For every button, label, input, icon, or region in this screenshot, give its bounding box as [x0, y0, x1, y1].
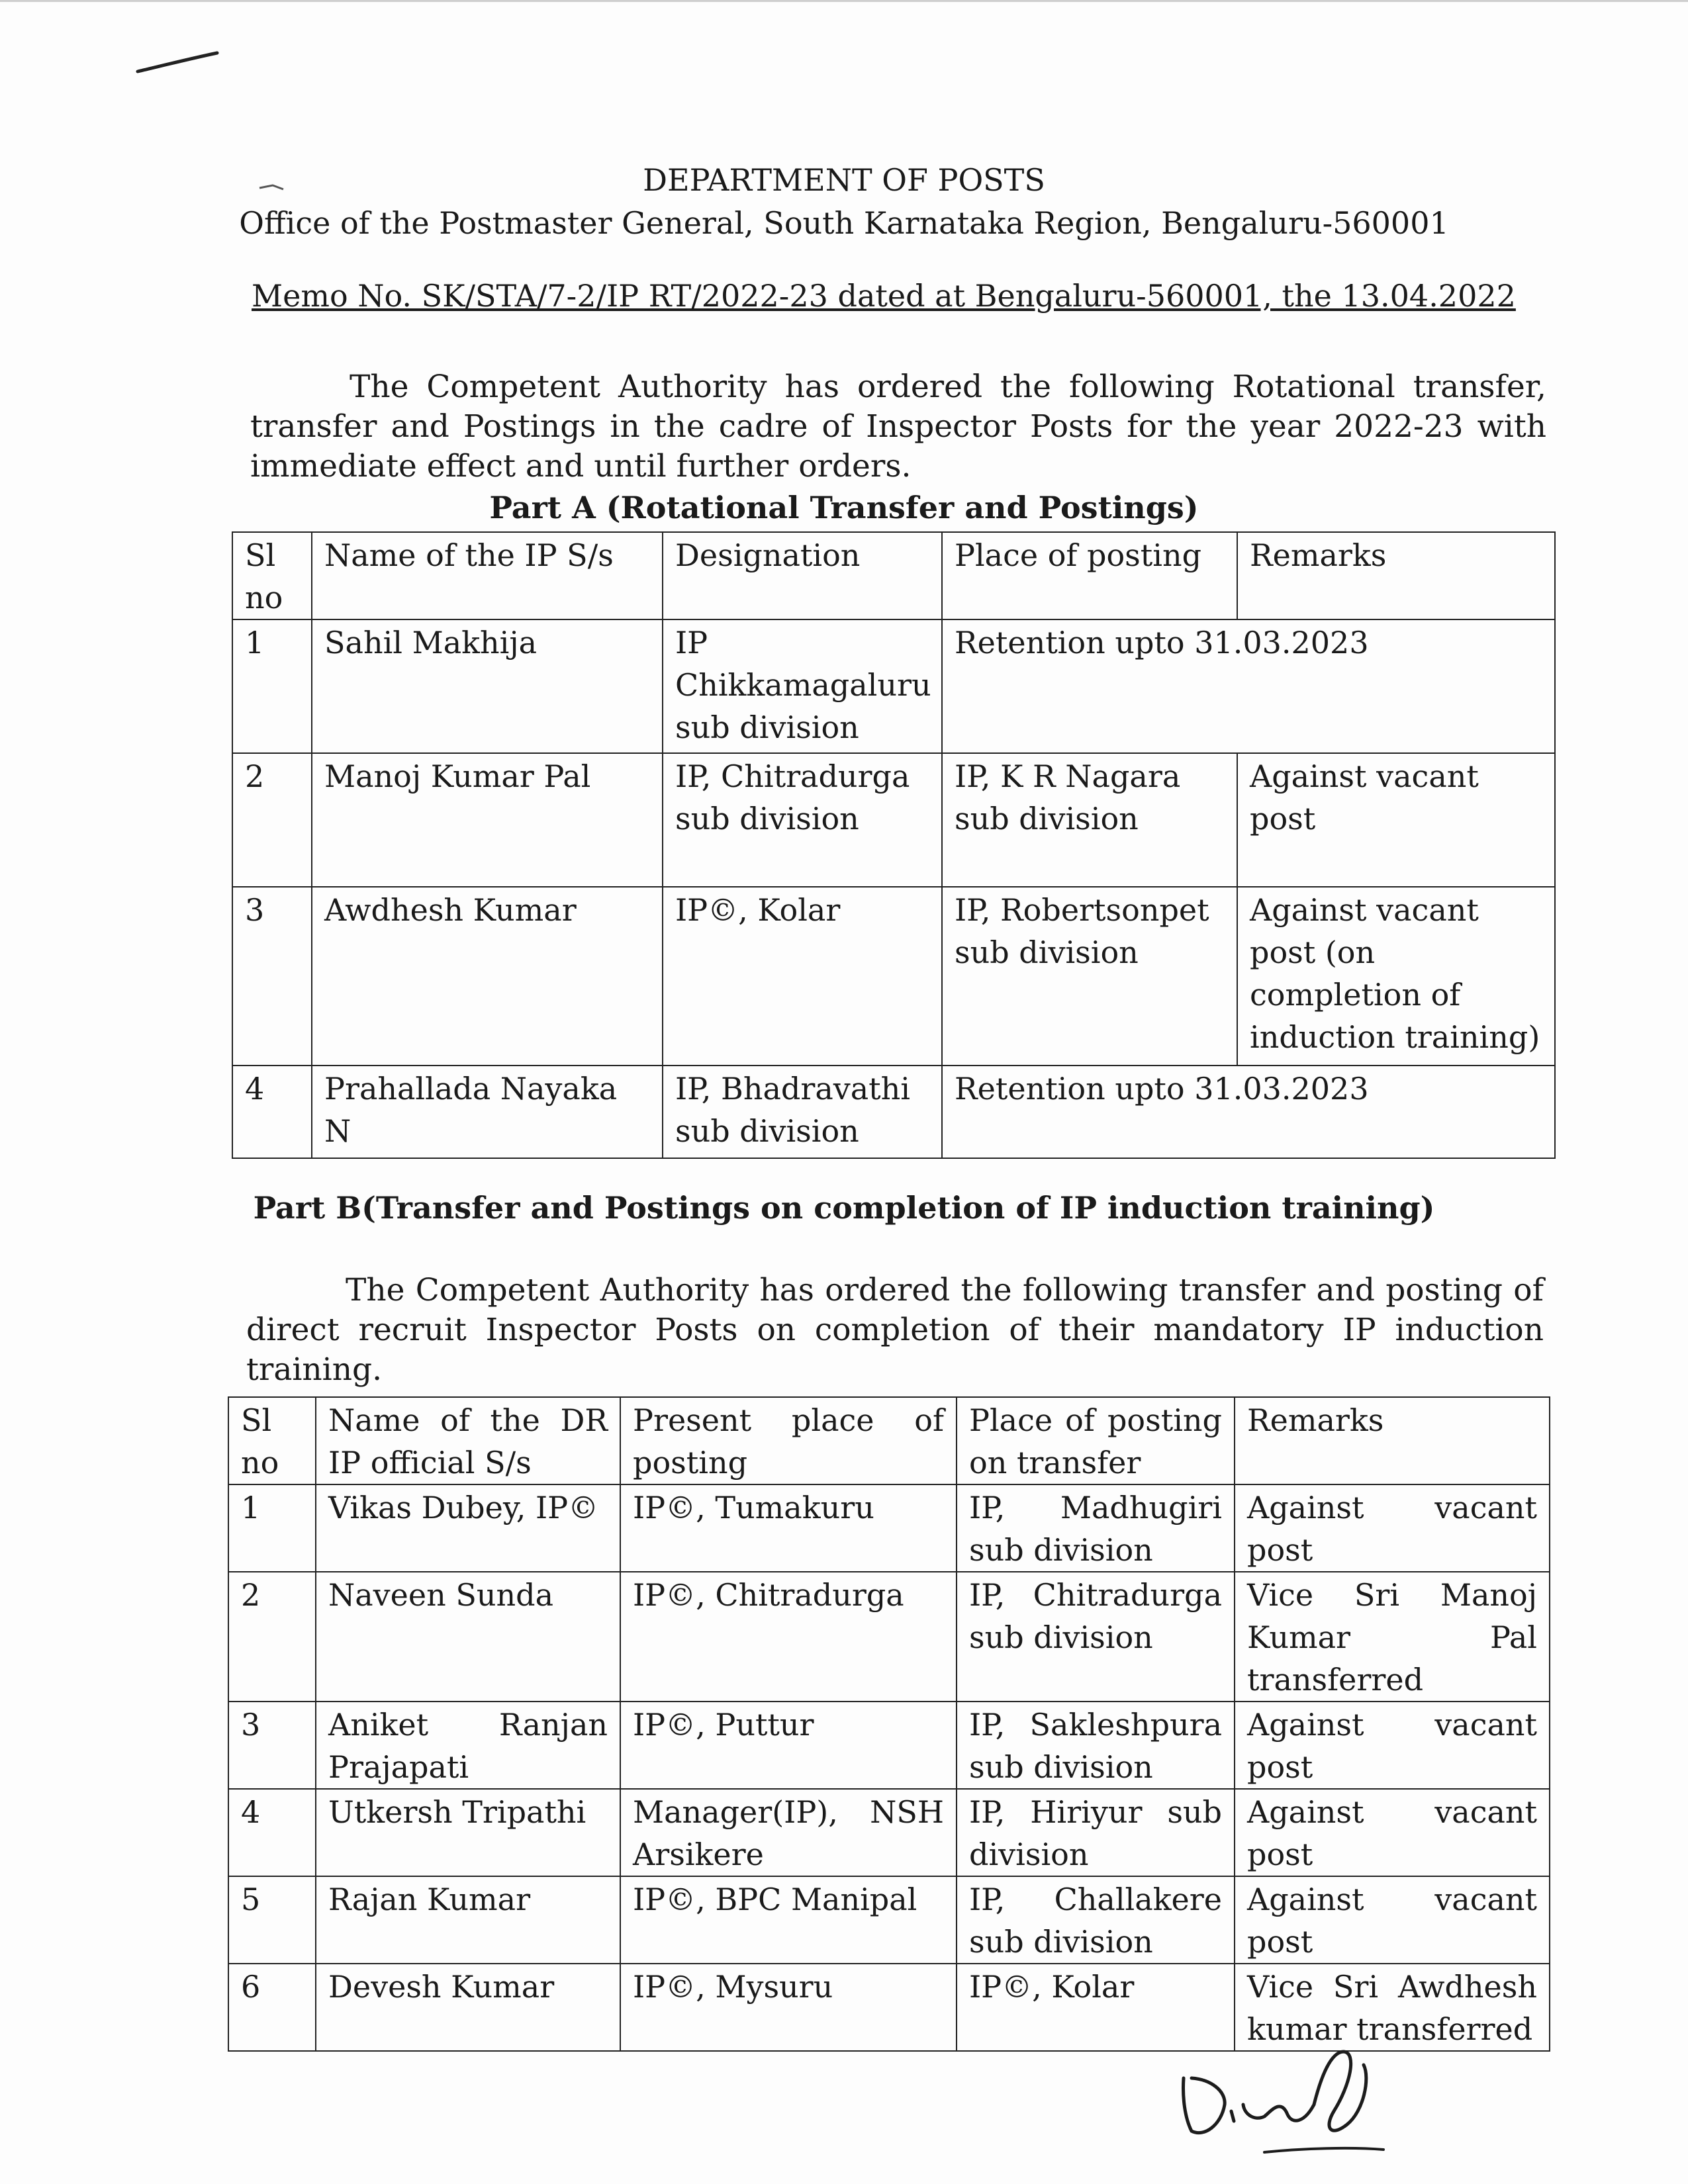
pen-mark — [132, 46, 225, 79]
cell-sl: 3 — [232, 887, 312, 1066]
cell-present: IP©, Puttur — [620, 1702, 957, 1789]
cell-sl: 4 — [232, 1066, 312, 1158]
part-a-title: Part A (Rotational Transfer and Postings) — [489, 490, 1199, 525]
cell-present: IP©, BPC Manipal — [620, 1876, 957, 1964]
cell-name: Vikas Dubey, IP© — [316, 1484, 620, 1572]
cell-remarks: Against vacant post — [1235, 1876, 1550, 1964]
cell-posting: Retention upto 31.03.2023 — [942, 1066, 1555, 1158]
table-row — [228, 1702, 1550, 1789]
header-sl: Sl no — [232, 532, 312, 619]
cell-name: Awdhesh Kumar — [312, 887, 663, 1066]
cell-posting: IP, Chitradurga sub division — [957, 1572, 1235, 1702]
cell-remarks: Vice Sri Manoj Kumar Pal transferred — [1235, 1572, 1550, 1702]
cell-sl: 2 — [232, 753, 312, 887]
cell-sl: 4 — [228, 1789, 316, 1876]
header-name: Name of the IP S/s — [312, 532, 663, 619]
cell-name: Utkersh Tripathi — [316, 1789, 620, 1876]
cell-remarks: Against vacant post — [1235, 1702, 1550, 1789]
cell-present: IP©, Tumakuru — [620, 1484, 957, 1572]
cell-posting: IP, Challakere sub division — [957, 1876, 1235, 1964]
table-row — [232, 753, 1555, 887]
cell-posting: IP, K R Nagara sub division — [942, 753, 1237, 887]
part-b-title: Part B(Transfer and Postings on completion of IP induction training) — [253, 1190, 1435, 1226]
header-posting: Place of posting — [942, 532, 1237, 619]
table-row — [232, 619, 1555, 753]
header-name: Name of the DR IP official S/s — [316, 1397, 620, 1484]
cell-posting: IP, Sakleshpura sub division — [957, 1702, 1235, 1789]
department-title: DEPARTMENT OF POSTS — [643, 162, 1045, 198]
cell-posting: IP, Hiriyur sub division — [957, 1789, 1235, 1876]
cell-sl: 1 — [232, 619, 312, 753]
cell-remarks: Vice Sri Awdhesh kumar transferred — [1235, 1964, 1550, 2051]
cell-remarks: Against vacant post — [1235, 1789, 1550, 1876]
cell-designation: IP, Bhadravathi sub division — [663, 1066, 942, 1158]
header-remarks: Remarks — [1235, 1397, 1550, 1484]
header-designation: Designation — [663, 532, 942, 619]
memo-line: Memo No. SK/STA/7-2/IP RT/2022-23 dated at Bengaluru-560001, the 13.04.2022 — [252, 278, 1516, 314]
cell-designation: IP, Chitradurga sub division — [663, 753, 942, 887]
cell-present: IP©, Mysuru — [620, 1964, 957, 2051]
table-header-row — [228, 1397, 1550, 1484]
cell-remarks: Against vacant post (on completion of induction training) — [1237, 887, 1555, 1066]
cell-posting: IP©, Kolar — [957, 1964, 1235, 2051]
cell-posting: IP, Madhugiri sub division — [957, 1484, 1235, 1572]
table-row — [232, 887, 1555, 1066]
table-row — [232, 1066, 1555, 1158]
cell-name: Prahallada Nayaka N — [312, 1066, 663, 1158]
office-title: Office of the Postmaster General, South Karnataka Region, Bengaluru-560001 — [239, 205, 1449, 241]
cell-posting: IP, Robertsonpet sub division — [942, 887, 1237, 1066]
cell-posting: Retention upto 31.03.2023 — [942, 619, 1555, 753]
cell-sl: 5 — [228, 1876, 316, 1964]
table-row — [228, 1484, 1550, 1572]
cell-name: Aniket Ranjan Prajapati — [316, 1702, 620, 1789]
cell-present: Manager(IP), NSH Arsikere — [620, 1789, 957, 1876]
table-row — [228, 1876, 1550, 1964]
cell-name: Manoj Kumar Pal — [312, 753, 663, 887]
part-b-table — [228, 1396, 1550, 2052]
cell-sl: 6 — [228, 1964, 316, 2051]
cell-sl: 2 — [228, 1572, 316, 1702]
cell-designation: IP©, Kolar — [663, 887, 942, 1066]
header-present: Present place of posting — [620, 1397, 957, 1484]
signature — [1165, 2038, 1430, 2171]
cell-sl: 1 — [228, 1484, 316, 1572]
table-row — [228, 1572, 1550, 1702]
scan-edge — [0, 0, 1688, 2]
header-remarks: Remarks — [1237, 532, 1555, 619]
header-posting: Place of posting on transfer — [957, 1397, 1235, 1484]
table-row — [228, 1789, 1550, 1876]
part-b-intro: The Competent Authority has ordered the following transfer and posting of direct recruit Inspector Posts on completion of their mandatory IP induction training. — [246, 1272, 1544, 1388]
header-sl: Sl no — [228, 1397, 316, 1484]
cell-remarks: Against vacant post — [1237, 753, 1555, 887]
cell-name: Naveen Sunda — [316, 1572, 620, 1702]
table-header-row — [232, 532, 1555, 619]
cell-designation: IP Chikkamagaluru sub division — [663, 619, 942, 753]
intro-paragraph: The Competent Authority has ordered the following Rotational transfer, transfer and Postings in the cadre of Inspector Posts for the year 2022-23 with immediate effect and until further orders. — [250, 369, 1546, 484]
cell-remarks: Against vacant post — [1235, 1484, 1550, 1572]
cell-name: Devesh Kumar — [316, 1964, 620, 2051]
cell-sl: 3 — [228, 1702, 316, 1789]
cell-name: Rajan Kumar — [316, 1876, 620, 1964]
part-a-table — [232, 531, 1556, 1159]
cell-name: Sahil Makhija — [312, 619, 663, 753]
cell-present: IP©, Chitradurga — [620, 1572, 957, 1702]
